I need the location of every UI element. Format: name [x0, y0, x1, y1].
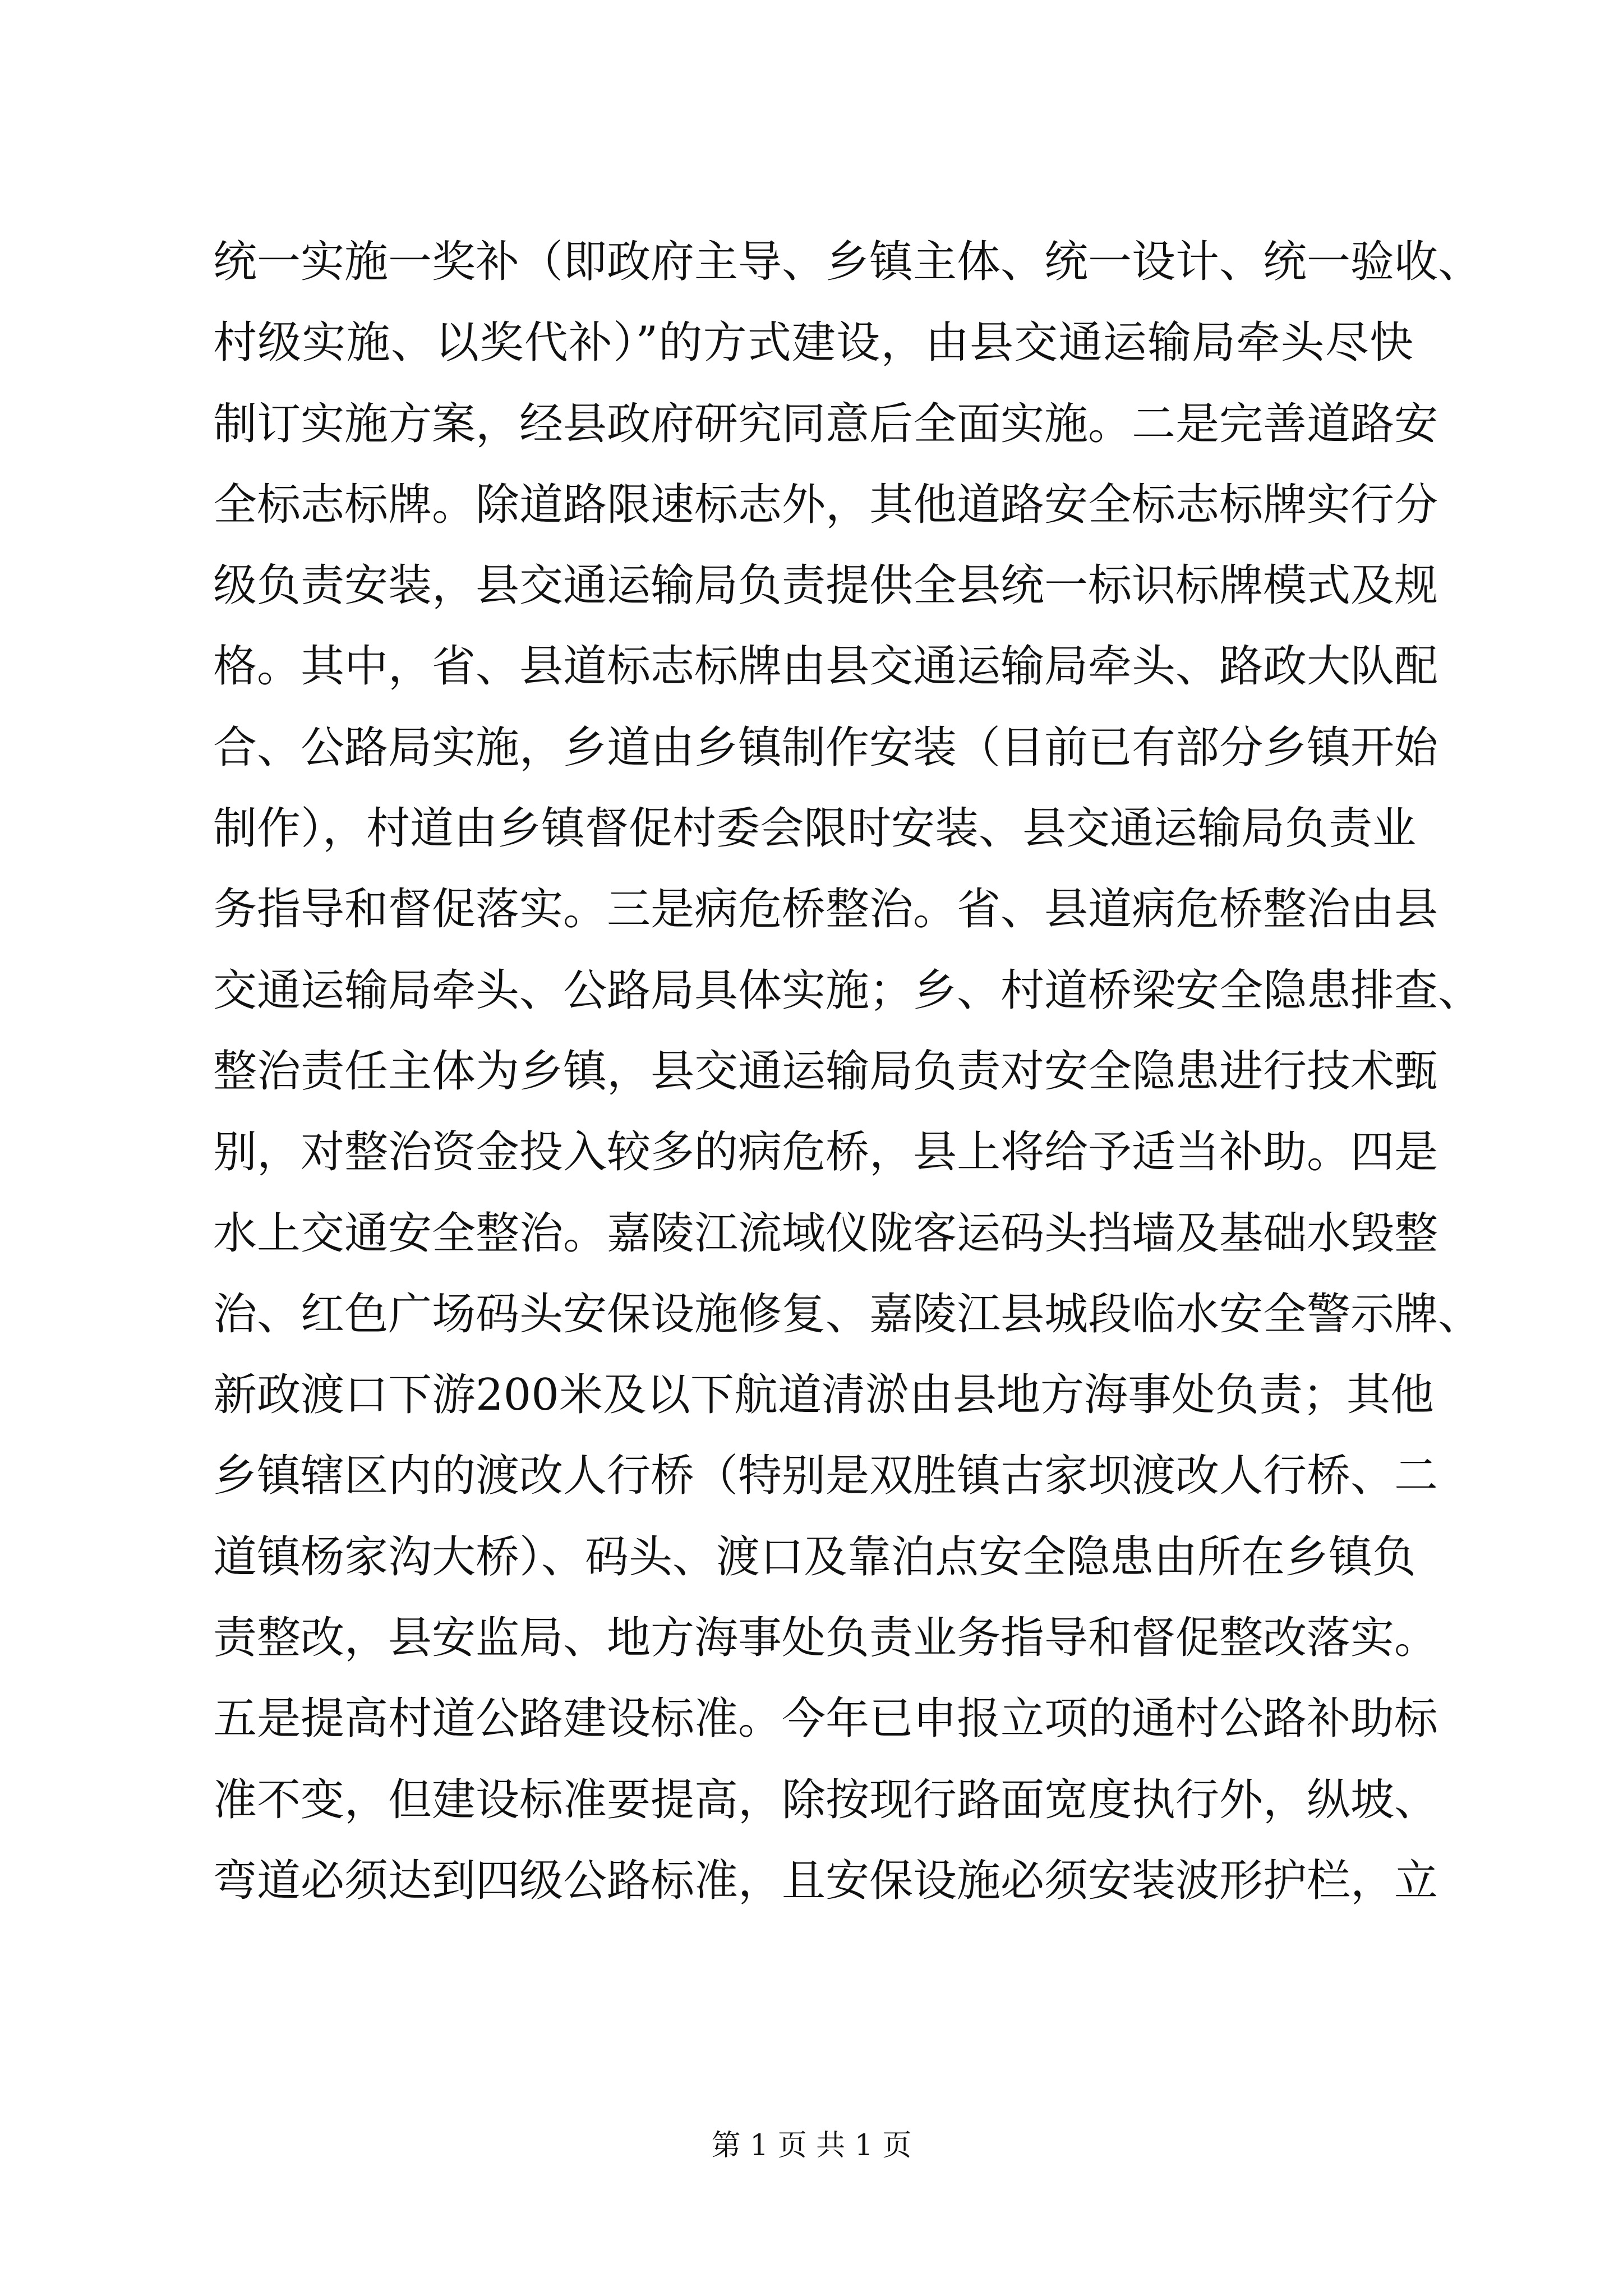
text-line: 制订实施方案，经县政府研究同意后全面实施。二是完善道路安: [213, 398, 1438, 449]
text-line: 务指导和督促落实。三是病危桥整治。省、县道病危桥整治由县: [213, 884, 1438, 935]
text-line: 制作），村道由乡镇督促村委会限时安装、县交通运输局负责业: [213, 803, 1417, 854]
text-line: 水上交通安全整治。嘉陵江流域仪陇客运码头挡墙及基础水毁整: [213, 1208, 1438, 1259]
text-line: 合、公路局实施，乡道由乡镇制作安装（目前已有部分乡镇开始: [213, 722, 1438, 773]
text-line: 责整改，县安监局、地方海事处负责业务指导和督促整改落实。: [213, 1613, 1438, 1664]
text-line: 格。其中，省、县道标志标牌由县交通运输局牵头、路政大队配: [213, 641, 1438, 692]
text-line: 交通运输局牵头、公路局具体实施；乡、村道桥梁安全隐患排查、: [213, 965, 1482, 1016]
text-line: 别，对整治资金投入较多的病危桥，县上将给予适当补助。四是: [213, 1127, 1438, 1178]
text-line: 整治责任主体为乡镇，县交通运输局负责对安全隐患进行技术甄: [213, 1046, 1438, 1097]
text-line: 统一实施一奖补（即政府主导、乡镇主体、统一设计、统一验收、: [213, 237, 1482, 287]
text-line: 乡镇辖区内的渡改人行桥（特别是双胜镇古家坝渡改人行桥、二: [213, 1451, 1438, 1502]
text-line: 级负责安装，县交通运输局负责提供全县统一标识标牌模式及规: [213, 560, 1438, 611]
text-line: 全标志标牌。除道路限速标志外，其他道路安全标志标牌实行分: [213, 479, 1438, 530]
text-line: 治、红色广场码头安保设施修复、嘉陵江县城段临水安全警示牌、: [213, 1289, 1482, 1340]
text-line: 弯道必须达到四级公路标准，且安保设施必须安装波形护栏，立: [213, 1855, 1438, 1906]
text-line: 道镇杨家沟大桥）、码头、渡口及靠泊点安全隐患由所在乡镇负: [213, 1531, 1417, 1582]
text-line: 新政渡口下游200米及以下航道清淤由县地方海事处负责；其他: [213, 1370, 1434, 1421]
text-line: 村级实施、以奖代补）”的方式建设，由县交通运输局牵头尽快: [213, 318, 1413, 369]
body-paragraph: [213, 222, 1482, 1921]
page-number-footer: 第 1 页 共 1 页: [711, 2129, 912, 2162]
text-line: 五是提高村道公路建设标准。今年已申报立项的通村公路补助标: [213, 1694, 1438, 1745]
text-line: 准不变，但建设标准要提高，除按现行路面宽度执行外，纵坡、: [213, 1774, 1438, 1825]
